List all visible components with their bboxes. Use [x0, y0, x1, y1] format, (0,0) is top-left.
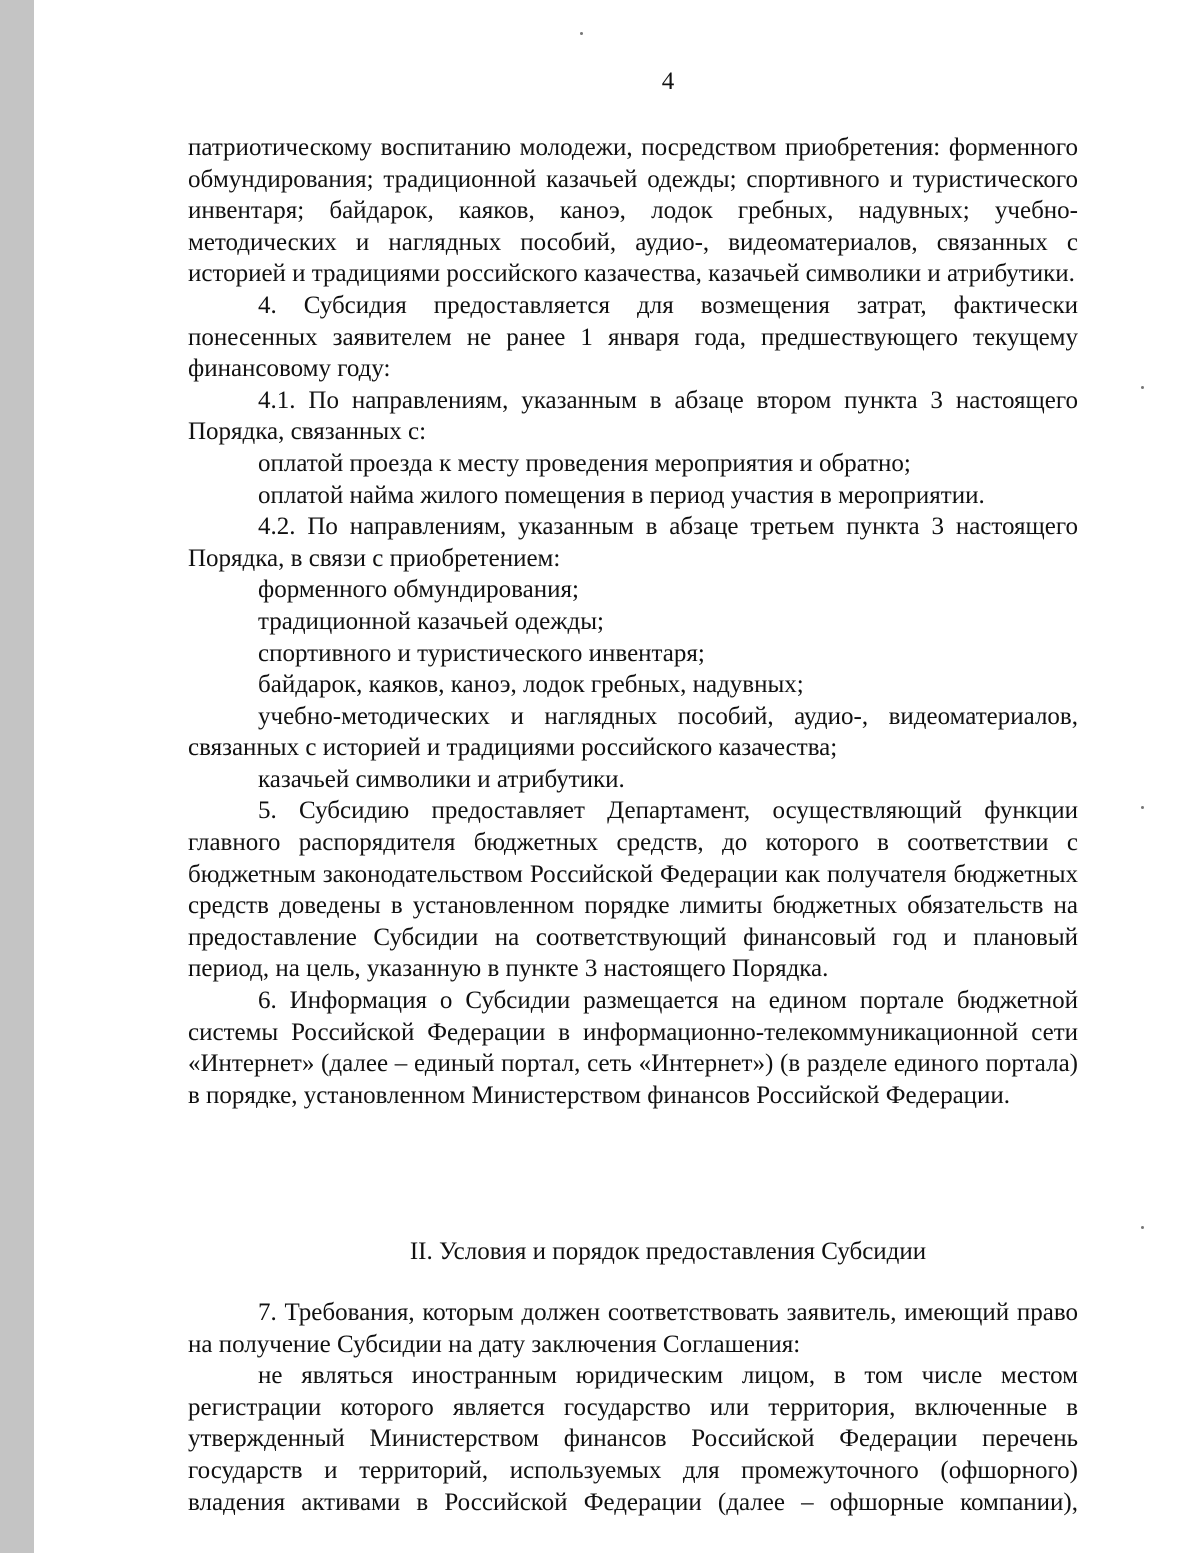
scan-margin-bar	[0, 0, 34, 1553]
list-item: казачьей символики и атрибутики.	[258, 765, 625, 793]
scan-speck	[1141, 1226, 1144, 1229]
list-item: традиционной казачьей одежды;	[258, 607, 604, 635]
list-item: спортивного и туристического инвентаря;	[258, 639, 705, 667]
paragraph-clause-4-2: 4.2. По направлениям, указанным в абзаце третьем пункта 3 настоящего Порядка, в связи с приобретением:	[188, 513, 1078, 572]
paragraph-clause-5: 5. Субсидию предоставляет Департамент, осуществляющий функции главного распорядителя бюджетных средств, до которого в соответствии с бюджетным законодательством Российской Федерации как получателя бюджетных средств доведены в установленном порядке лимиты бюджетных обязательств на предоставление Субсидии на соответствующий финансовый год и плановый период, на цель, указанную в пункте 3 настоящего Порядка.	[188, 797, 1078, 983]
page-number: 4	[661, 68, 675, 95]
list-item: оплатой найма жилого помещения в период участия в мероприятии.	[258, 481, 985, 509]
list-item: байдарок, каяков, каноэ, лодок гребных, надувных;	[258, 671, 804, 699]
paragraph-clause-6: 6. Информация о Субсидии размещается на едином портале бюджетной системы Российской Федерации в информационно-телекоммуникационной сети «Интернет» (далее – единый портал, сеть «Интернет») (в разделе единого портала) в порядке, установленном Министерством финансов Российской Федерации.	[188, 987, 1078, 1109]
paragraph-requirement: не являться иностранным юридическим лицом, в том числе местом регистрации которого является государство или территория, включенные в утвержденный Министерством финансов Российской Федерации перечень государств и территорий, используемых для промежуточного (офшорного) владения активами в Российской Федерации (далее – офшорные компании),	[188, 1362, 1078, 1516]
scan-speck	[1141, 806, 1144, 809]
scan-speck	[1141, 386, 1144, 389]
paragraph-clause-4: 4. Субсидия предоставляется для возмещения затрат, фактически понесенных заявителем не ранее 1 января года, предшествующего текущему финансовому году:	[188, 291, 1078, 383]
section-body	[188, 1297, 1078, 1518]
section-heading: II. Условия и порядок предоставления Субсидии	[409, 1238, 927, 1265]
paragraph-clause-7: 7. Требования, которым должен соответствовать заявитель, имеющий право на получение Субсидии на дату заключения Соглашения:	[188, 1299, 1078, 1358]
paragraph-clause-4-1: 4.1. По направлениям, указанным в абзаце втором пункта 3 настоящего Порядка, связанных с:	[188, 386, 1078, 446]
scan-speck	[580, 32, 583, 35]
document-body	[188, 132, 1078, 1111]
paragraph-continuation: патриотическому воспитанию молодежи, посредством приобретения: форменного обмундирования; традиционной казачьей одежды; спортивного и туристического инвентаря; байдарок, каяков, каноэ, лодок гребных, надувных; учебно-методических и наглядных пособий, аудио-, видеоматериалов, связанных с историей и традициями российского казачества, казачьей символики и атрибутики.	[188, 134, 1078, 288]
list-item: учебно-методических и наглядных пособий, аудио-, видеоматериалов, связанных с историей и традициями российского казачества;	[188, 702, 1078, 762]
list-item: форменного обмундирования;	[258, 576, 579, 604]
list-item: оплатой проезда к месту проведения мероприятия и обратно;	[258, 449, 911, 477]
